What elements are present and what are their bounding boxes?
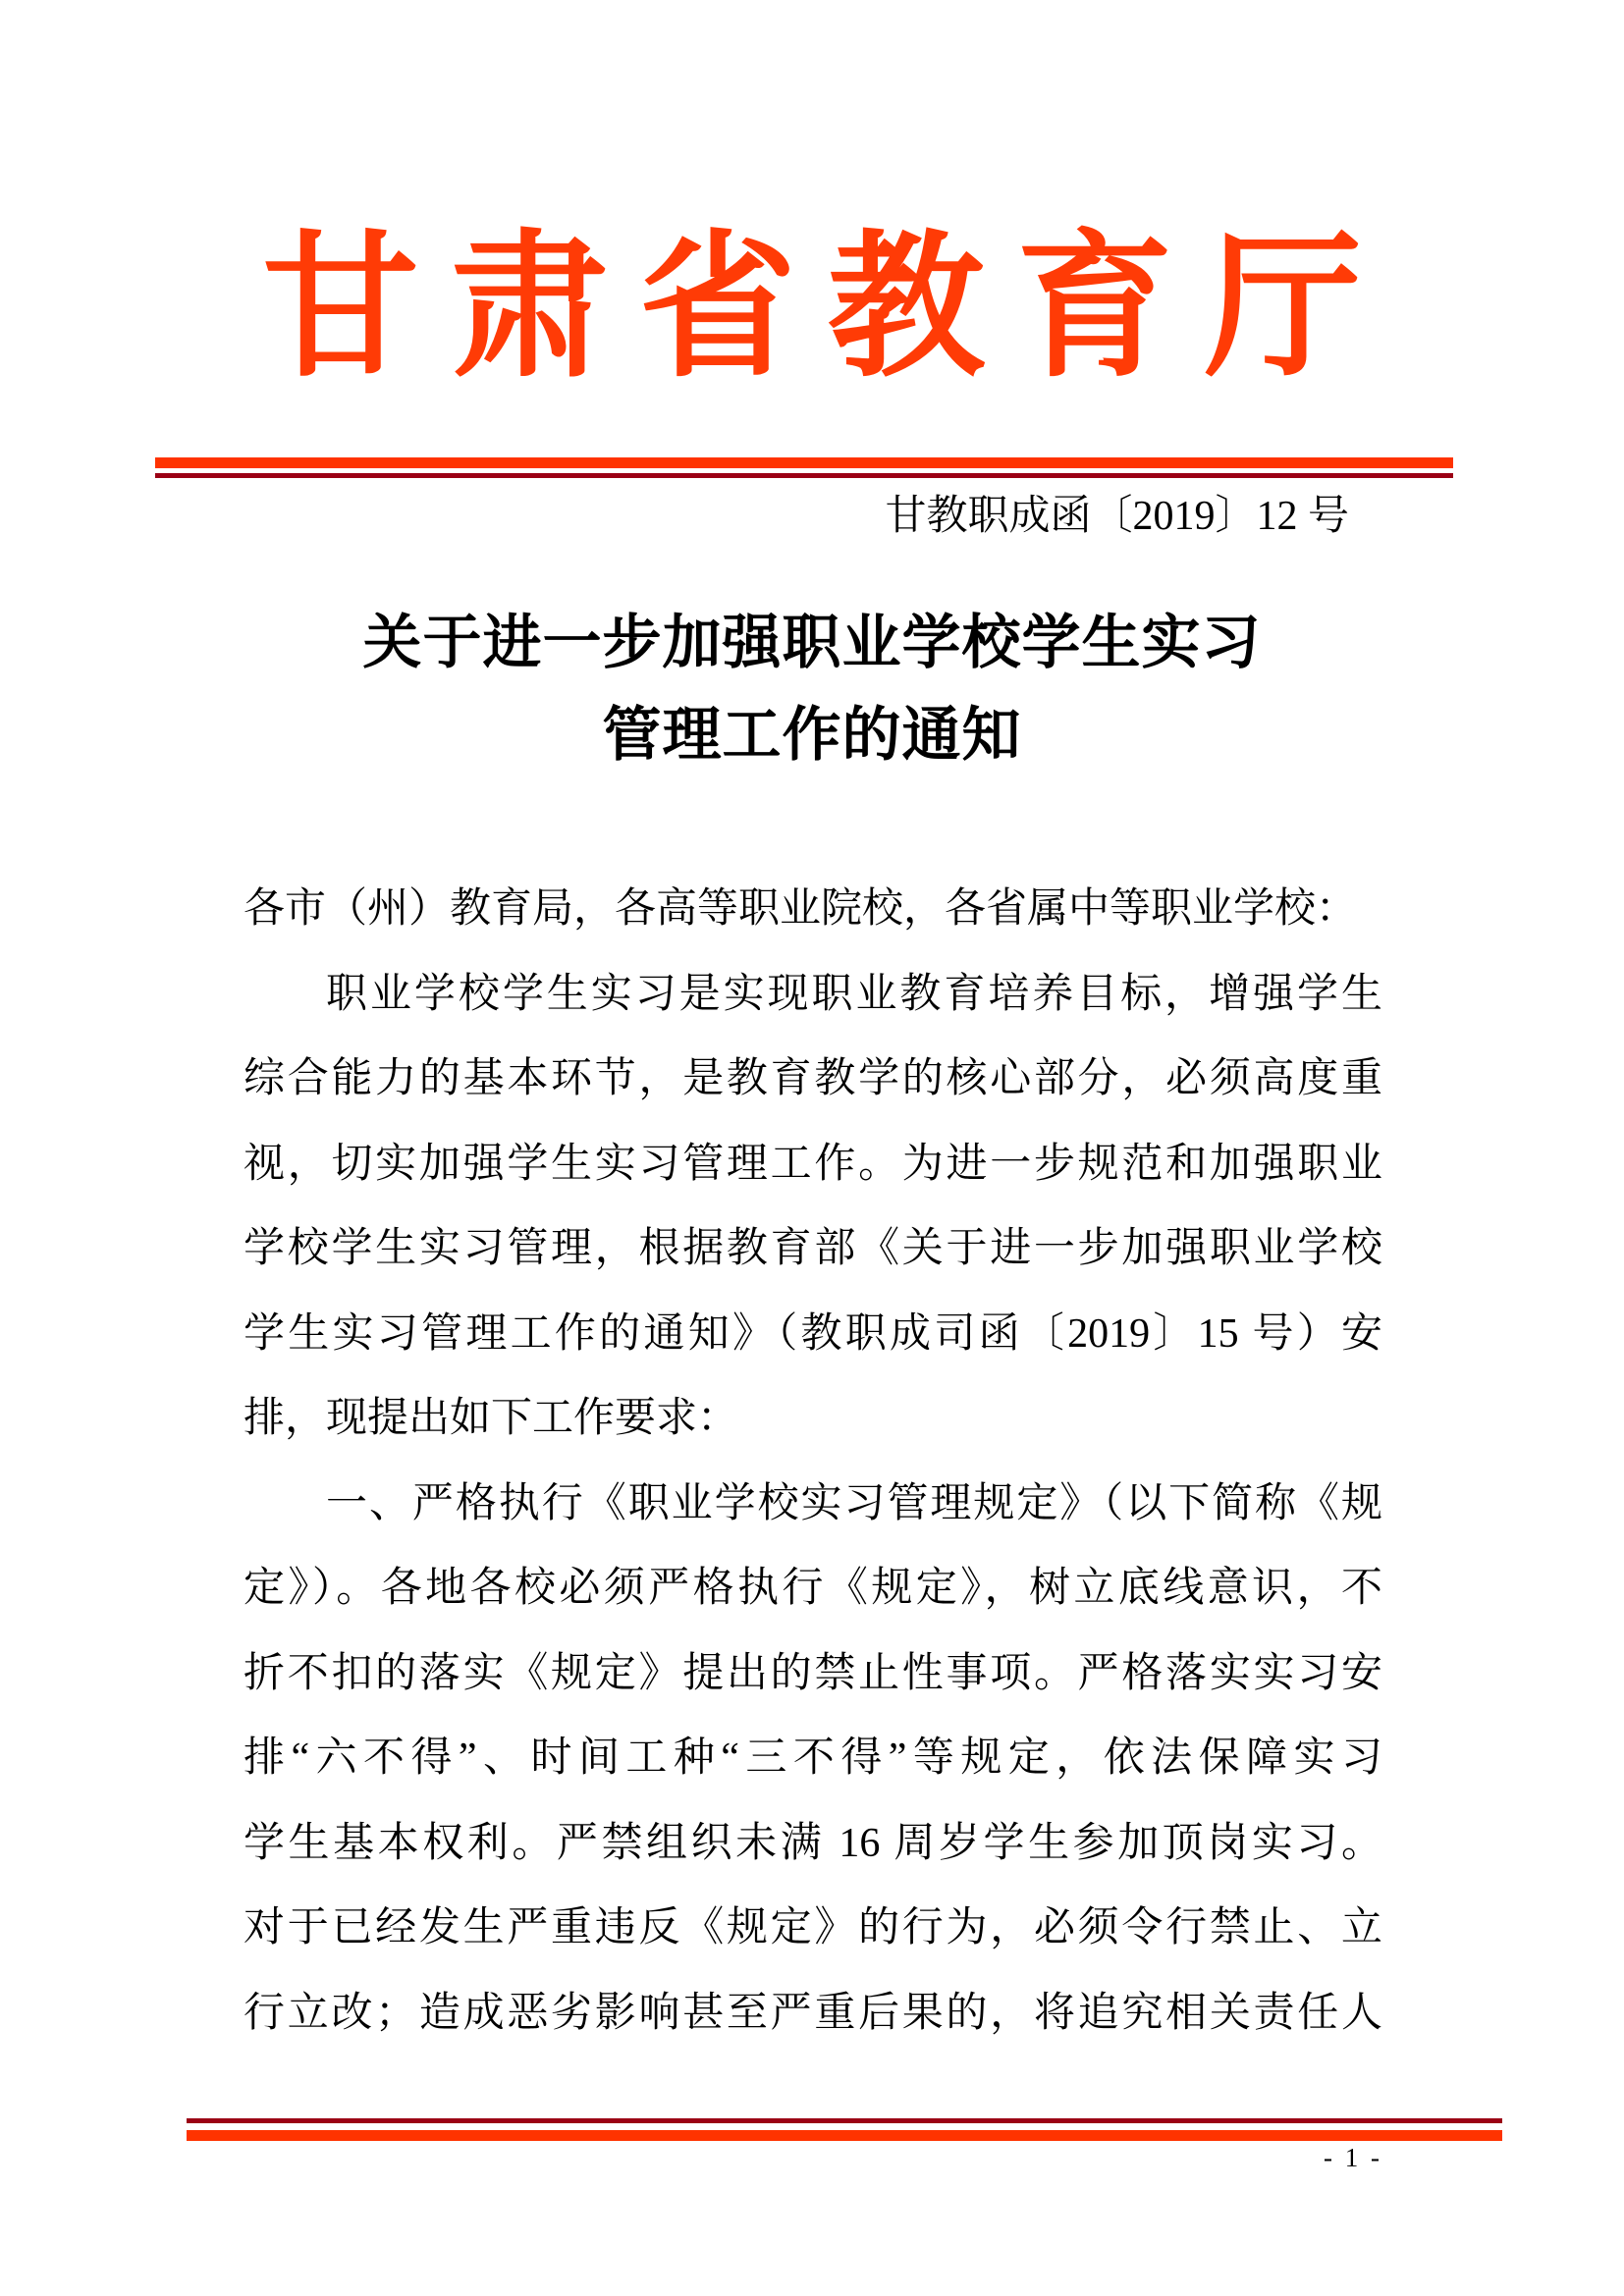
- document-title: [0, 597, 1624, 781]
- body-line: 排“六不得”、时间工种“三不得”等规定，依法保障实习: [244, 1735, 1382, 1781]
- body-line: 排，现提出如下工作要求：: [244, 1396, 739, 1441]
- body-line: 视，切实加强学生实习管理工作。为进一步规范和加强职业: [244, 1141, 1382, 1187]
- footer-rule-thick: [187, 2130, 1502, 2141]
- body-line: 学校学生实习管理，根据教育部《关于进一步加强职业学校: [244, 1226, 1382, 1271]
- document-body: [244, 867, 1382, 2056]
- body-line: 综合能力的基本环节，是教育教学的核心部分，必须高度重: [244, 1056, 1382, 1101]
- agency-masthead-title: 甘肃省教育厅: [261, 221, 1393, 396]
- body-line: 一、严格执行《职业学校实习管理规定》（以下简称《规: [326, 1480, 1382, 1526]
- header-rule-thin: [155, 473, 1453, 478]
- document-title-line2: 管理工作的通知: [602, 703, 1022, 768]
- body-line: 定》）。各地各校必须严格执行《规定》，树立底线意识，不: [244, 1566, 1382, 1611]
- page-number: - 1 -: [1324, 2143, 1382, 2172]
- body-line: 行立改；造成恶劣影响甚至严重后果的，将追究相关责任人: [244, 1990, 1382, 2036]
- document-title-line1: 关于进一步加强职业学校学生实习: [362, 611, 1262, 675]
- body-line: 折不扣的落实《规定》提出的禁止性事项。严格落实实习安: [244, 1650, 1382, 1696]
- body-line: 职业学校学生实习是实现职业教育培养目标，增强学生: [326, 971, 1382, 1017]
- body-line: 学生基本权利。严禁组织未满 16 周岁学生参加顶岗实习。: [244, 1820, 1382, 1866]
- header-rule-thick: [155, 457, 1453, 468]
- body-line: 各市（州）教育局，各高等职业院校，各省属中等职业学校：: [244, 886, 1358, 932]
- body-line: 对于已经发生严重违反《规定》的行为，必须令行禁止、立: [244, 1905, 1382, 1950]
- body-line: 学生实习管理工作的通知》（教职成司函〔2019〕15 号）安: [244, 1310, 1382, 1357]
- document-reference-number: 甘教职成函〔2019〕12 号: [885, 494, 1349, 539]
- footer-rule-thin: [187, 2118, 1502, 2123]
